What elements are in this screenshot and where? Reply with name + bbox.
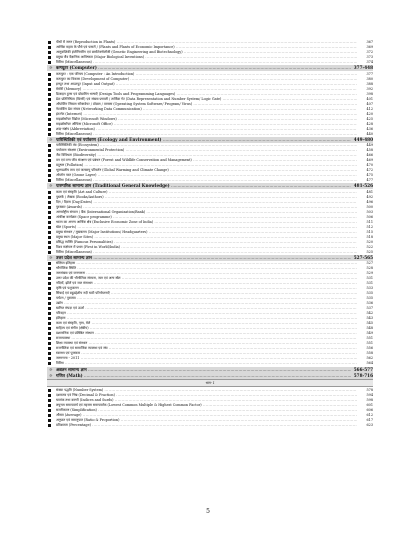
entry-page: 428 bbox=[359, 122, 373, 127]
entry-title: विविध (Miscellaneous) ..... bbox=[56, 250, 357, 255]
square-bullet-icon bbox=[48, 307, 51, 310]
square-bullet-icon bbox=[48, 56, 51, 59]
section-header bbox=[47, 367, 373, 373]
entry-page: 440 bbox=[359, 132, 373, 137]
square-bullet-icon bbox=[48, 404, 51, 407]
entry-page: 564 bbox=[359, 361, 373, 366]
square-bullet-icon bbox=[48, 211, 51, 214]
entry-title: भारत का अनन्य आर्थिक क्षेत्र (Exclusive Economic Zone of India) ..... bbox=[56, 220, 357, 225]
entry-page: 500 bbox=[359, 205, 373, 210]
entry-page: 436 bbox=[359, 127, 373, 132]
entry-title: उद्योग ..... bbox=[56, 301, 357, 306]
section-title: पारिस्थितिकी एवं पर्यावरण (Ecology and Environment) ..... bbox=[56, 137, 351, 143]
entry-page: 537 bbox=[359, 306, 373, 311]
entry-title: खनिज संपदा एवं ऊर्जा ..... bbox=[56, 306, 357, 311]
square-bullet-icon bbox=[48, 118, 51, 121]
entry-title: कम्प्यूटर : एक परिचय (Computer : An Introduction) ..... bbox=[56, 72, 357, 77]
entry-page: 377 bbox=[359, 72, 373, 77]
entry-page: 475 bbox=[359, 173, 373, 178]
entry-title: जैव विविधता (Biodiversity) ..... bbox=[56, 153, 357, 158]
entry-title: डेटा प्रतिनिधित्व (बिनरी) एवं संख्या प्रणाली / तार्किक गेट (Data Representation and Number System/ Logic Gate) ..... bbox=[56, 97, 357, 102]
entry-title: इंटरनेट (Internet) ..... bbox=[56, 112, 357, 117]
section-header bbox=[47, 255, 373, 261]
entry-title: भूमण्डलीय ताप एवं जलवायु परिवर्तन (Global Warming and Climate Change) ..... bbox=[56, 168, 357, 173]
entry-page: 506 bbox=[359, 215, 373, 220]
square-bullet-icon bbox=[48, 108, 51, 111]
entry-title: सिंचाई एवं बहुउद्देशीय नदी घाटी परियोजनाएँ ..... bbox=[56, 291, 357, 296]
entry-title: प्रदूषण (Pollution) ..... bbox=[56, 163, 357, 168]
entry-page: 503 bbox=[359, 210, 373, 215]
section-marker-icon: ☼ bbox=[49, 183, 53, 189]
part-label: भाग- I bbox=[47, 379, 373, 387]
section-pages: 527-565 bbox=[351, 255, 373, 261]
entry-page: 470 bbox=[359, 163, 373, 168]
section-header bbox=[47, 137, 373, 143]
entry-title: प्रशासनिक एवं प्रतिष्ठित संस्थान ..... bbox=[56, 331, 357, 336]
square-bullet-icon bbox=[48, 123, 51, 126]
entry-page: 528 bbox=[359, 266, 373, 271]
entry-page: 606 bbox=[359, 408, 373, 413]
entry-title: माइक्रोसॉफ्ट विंडोज (Microsoft Windows) ..... bbox=[56, 117, 357, 122]
entry-page: 531 bbox=[359, 276, 373, 281]
square-bullet-icon bbox=[48, 179, 51, 182]
square-bullet-icon bbox=[48, 347, 51, 350]
entry-title: विविध (Miscellaneous) ..... bbox=[56, 132, 357, 137]
entry-page: 380 bbox=[359, 77, 373, 82]
square-bullet-icon bbox=[48, 302, 51, 305]
page-number: 5 bbox=[206, 508, 210, 515]
entry-page: 522 bbox=[359, 245, 373, 250]
entry-page: 511 bbox=[359, 220, 373, 225]
entry-page: 481 bbox=[359, 190, 373, 195]
entry-title: कला एवं संस्कृति (Art and Culture) ..... bbox=[56, 190, 357, 195]
entry-title: प्रसिद्ध व्यक्ति (Famous Personalities) ..... bbox=[56, 240, 357, 245]
entry-title: प्रमुख संस्थान / मुख्यालय (Major Institutions/ Headquarters) ..... bbox=[56, 230, 357, 235]
section-pages: 566-577 bbox=[351, 367, 373, 373]
entry-page: 535 bbox=[359, 296, 373, 301]
entry-page: 374 bbox=[359, 60, 373, 65]
entry-title: पौधों में जनन (Reproduction in Plants) ..... bbox=[56, 40, 357, 45]
section-marker-icon: ☼ bbox=[49, 65, 53, 71]
square-bullet-icon bbox=[48, 61, 51, 64]
entry-title: मेमोरी (Memory) ..... bbox=[56, 87, 357, 92]
entry-title: प्रमुख स्थल (Major Sites) ..... bbox=[56, 235, 357, 240]
entry-page: 556 bbox=[359, 346, 373, 351]
square-bullet-icon bbox=[48, 221, 51, 224]
entry-title: औसत (Average) ..... bbox=[56, 413, 357, 418]
entry-title: अंतरिक्ष कार्यक्रम (Space programme) ..... bbox=[56, 215, 357, 220]
table-of-contents bbox=[47, 40, 373, 428]
entry-title: दशमलव एवं भिन्न (Decimal & Fraction) ..... bbox=[56, 393, 357, 398]
entry-page: 412 bbox=[359, 107, 373, 112]
entry-page: 372 bbox=[359, 50, 373, 55]
section-pages: 449-480 bbox=[351, 137, 373, 143]
square-bullet-icon bbox=[48, 272, 51, 275]
square-bullet-icon bbox=[48, 196, 51, 199]
entry-page: 529 bbox=[359, 271, 373, 276]
entry-title: पुरस्कार (Awards) ..... bbox=[56, 205, 357, 210]
section-pages: 481-526 bbox=[351, 183, 373, 189]
square-bullet-icon bbox=[48, 337, 51, 340]
entry-title: ओजोन परत (Ozone Layer) ..... bbox=[56, 173, 357, 178]
entry-page: 392 bbox=[359, 87, 373, 92]
entry-title: संक्षिप्त इतिहास ..... bbox=[56, 261, 357, 266]
entry-page: 617 bbox=[359, 418, 373, 423]
section-title: अद्यतन सामान्य ज्ञान ..... bbox=[56, 367, 351, 373]
entry-title: नेटवर्किंग डेटा संचार (Networking Data Communication) ..... bbox=[56, 107, 357, 112]
entry-page: 542 bbox=[359, 311, 373, 316]
entry-title: प्रमुख जैव वैज्ञानिक आविष्कार (Major Biological Inventions) ..... bbox=[56, 55, 357, 60]
square-bullet-icon bbox=[48, 357, 51, 360]
entry-title: अनुपात एवं समानुपात (Ratio & Proportion) ..... bbox=[56, 418, 357, 423]
entry-page: 525 bbox=[359, 250, 373, 255]
entry-page: 425 bbox=[359, 117, 373, 122]
section-header bbox=[47, 65, 373, 71]
entry-page: 551 bbox=[359, 341, 373, 346]
entry-page: 527 bbox=[359, 261, 373, 266]
entry-page: 536 bbox=[359, 301, 373, 306]
entry-page: 594 bbox=[359, 393, 373, 398]
entry-page: 548 bbox=[359, 326, 373, 331]
entry-page: 533 bbox=[359, 286, 373, 291]
square-bullet-icon bbox=[48, 287, 51, 290]
entry-page: 612 bbox=[359, 413, 373, 418]
entry-title: सरलीकरण (Simplification) ..... bbox=[56, 408, 357, 413]
square-bullet-icon bbox=[48, 409, 51, 412]
entry-title: जनगणना - 2011 ..... bbox=[56, 356, 357, 361]
section-header bbox=[47, 183, 373, 189]
square-bullet-icon bbox=[48, 83, 51, 86]
square-bullet-icon bbox=[48, 73, 51, 76]
square-bullet-icon bbox=[48, 164, 51, 167]
entry-title: माइक्रोसॉफ्ट ऑफिस (Microsoft Office) ..... bbox=[56, 122, 357, 127]
square-bullet-icon bbox=[48, 241, 51, 244]
entry-page: 449 bbox=[359, 143, 373, 148]
entry-page: 369 bbox=[359, 45, 373, 50]
entry-title: राजव्यवस्था ..... bbox=[56, 336, 357, 341]
square-bullet-icon bbox=[48, 46, 51, 49]
square-bullet-icon bbox=[48, 88, 51, 91]
entry-title: दिन / दिवस (Day/Dates) ..... bbox=[56, 200, 357, 205]
entry-page: 469 bbox=[359, 158, 373, 163]
square-bullet-icon bbox=[48, 216, 51, 219]
square-bullet-icon bbox=[48, 113, 51, 116]
square-bullet-icon bbox=[48, 317, 51, 320]
toc-entry bbox=[47, 423, 373, 428]
entry-title: कला एवं संस्कृति, नृत्य, मेले ..... bbox=[56, 321, 357, 326]
entry-title: इतिहास ..... bbox=[56, 316, 357, 321]
entry-page: 496 bbox=[359, 200, 373, 205]
section-title: उत्तर प्रदेश सामान्य ज्ञान ..... bbox=[56, 255, 351, 261]
square-bullet-icon bbox=[48, 78, 51, 81]
section-marker-icon: ☼ bbox=[49, 136, 53, 142]
square-bullet-icon bbox=[48, 292, 51, 295]
square-bullet-icon bbox=[48, 327, 51, 330]
entry-page: 551 bbox=[359, 336, 373, 341]
entry-page: 407 bbox=[359, 102, 373, 107]
square-bullet-icon bbox=[48, 144, 51, 147]
entry-page: 367 bbox=[359, 40, 373, 45]
entry-page: 492 bbox=[359, 195, 373, 200]
square-bullet-icon bbox=[48, 128, 51, 131]
entry-page: 531 bbox=[359, 281, 373, 286]
entry-title: लघुत्तम समापवर्त्य एवं महत्तम समापवर्तक (Lowest Common Multiple & Highest Common Factor) ..... bbox=[56, 403, 357, 408]
entry-title: शब्द-संक्षेप (Abbreviation) ..... bbox=[56, 127, 357, 132]
entry-title: आर्थिक महत्व के पौधे एवं फसलें / (Plants and Plants of Economic Importance) ..... bbox=[56, 45, 357, 50]
entry-page: 515 bbox=[359, 230, 373, 235]
entry-page: 558 bbox=[359, 351, 373, 356]
square-bullet-icon bbox=[48, 262, 51, 265]
square-bullet-icon bbox=[48, 399, 51, 402]
entry-title: पर्यावरण संरक्षण (Environmental Protection) ..... bbox=[56, 148, 357, 153]
square-bullet-icon bbox=[48, 98, 51, 101]
square-bullet-icon bbox=[48, 394, 51, 397]
entry-page: 401 bbox=[359, 97, 373, 102]
square-bullet-icon bbox=[48, 154, 51, 157]
entry-title: विश्व संक्षेपण में प्रथम (First in World/India) ..... bbox=[56, 245, 357, 250]
square-bullet-icon bbox=[48, 41, 51, 44]
square-bullet-icon bbox=[48, 419, 51, 422]
square-bullet-icon bbox=[48, 93, 51, 96]
square-bullet-icon bbox=[48, 133, 51, 136]
toc-entry bbox=[47, 178, 373, 183]
entry-title: अन्तर्राष्ट्रीय संगठन / बैंक (International Organization/Bank) ..... bbox=[56, 210, 357, 215]
square-bullet-icon bbox=[48, 312, 51, 315]
section-pages: 377-448 bbox=[351, 65, 373, 71]
entry-title: नदियाँ, झीलें एवं जल संसाधन ..... bbox=[56, 281, 357, 286]
square-bullet-icon bbox=[48, 191, 51, 194]
square-bullet-icon bbox=[48, 206, 51, 209]
entry-title: कम्प्यूटर का विकास (Development of Computer) ..... bbox=[56, 77, 357, 82]
section-title: कम्प्यूटर (Computer) ..... bbox=[56, 65, 351, 71]
entry-page: 543 bbox=[359, 316, 373, 321]
entry-title: विविध ..... bbox=[56, 361, 357, 366]
entry-title: परिवहन ..... bbox=[56, 311, 357, 316]
square-bullet-icon bbox=[48, 322, 51, 325]
toc-entry bbox=[47, 361, 373, 366]
entry-title: पर्यटन / पुरातत्व ..... bbox=[56, 296, 357, 301]
toc-entry bbox=[47, 60, 373, 65]
entry-title: भौगोलिक स्थिति ..... bbox=[56, 266, 357, 271]
square-bullet-icon bbox=[48, 251, 51, 254]
entry-page: 598 bbox=[359, 398, 373, 403]
square-bullet-icon bbox=[48, 236, 51, 239]
entry-title: आनुवांशिकी इंजीनियरिंग एवं बायोटेक्नोलॉजी (Genetic Engineering and Biotechnology) ..... bbox=[56, 50, 357, 55]
entry-page: 520 bbox=[359, 240, 373, 245]
entry-title: खेल (Sports) ..... bbox=[56, 225, 357, 230]
square-bullet-icon bbox=[48, 389, 51, 392]
square-bullet-icon bbox=[48, 297, 51, 300]
entry-title: कृषि एवं पशुपालन ..... bbox=[56, 286, 357, 291]
square-bullet-icon bbox=[48, 159, 51, 162]
square-bullet-icon bbox=[48, 282, 51, 285]
section-title: पारम्परिक सामान्य ज्ञान (Traditional General Knowledge) ..... bbox=[56, 183, 351, 189]
entry-page: 562 bbox=[359, 356, 373, 361]
square-bullet-icon bbox=[48, 231, 51, 234]
square-bullet-icon bbox=[48, 103, 51, 106]
entry-title: पारिस्थितिकी तंत्र (Ecosystem) ..... bbox=[56, 143, 357, 148]
entry-page: 472 bbox=[359, 168, 373, 173]
square-bullet-icon bbox=[48, 201, 51, 204]
entry-title: विविध (Miscellaneous) ..... bbox=[56, 178, 357, 183]
entry-page: 388 bbox=[359, 82, 373, 87]
section-title: गणित (Math) ..... bbox=[56, 373, 351, 379]
entry-page: 458 bbox=[359, 148, 373, 153]
square-bullet-icon bbox=[48, 362, 51, 365]
entry-page: 398 bbox=[359, 92, 373, 97]
square-bullet-icon bbox=[48, 149, 51, 152]
square-bullet-icon bbox=[48, 424, 51, 427]
entry-page: 601 bbox=[359, 403, 373, 408]
entry-title: राजनीतिक एवं सामाजिक व्यवस्था एवं संघ ..... bbox=[56, 346, 357, 351]
entry-page: 466 bbox=[359, 153, 373, 158]
square-bullet-icon bbox=[48, 246, 51, 249]
square-bullet-icon bbox=[48, 267, 51, 270]
entry-title: संख्या पद्धति (Number System) ..... bbox=[56, 388, 357, 393]
section-marker-icon: ☼ bbox=[49, 366, 53, 372]
section-marker-icon: ☼ bbox=[49, 372, 53, 378]
square-bullet-icon bbox=[48, 414, 51, 417]
toc-entry bbox=[47, 250, 373, 255]
entry-title: स्वास्थ्य एवं पुरस्कार ..... bbox=[56, 351, 357, 356]
section-header bbox=[47, 373, 373, 379]
entry-page: 477 bbox=[359, 178, 373, 183]
square-bullet-icon bbox=[48, 174, 51, 177]
entry-page: 373 bbox=[359, 55, 373, 60]
toc-entry bbox=[47, 132, 373, 137]
entry-title: वन एवं वन्य जीव संरक्षण एवं प्रबंधन (Forest and Wildlife Conservation and Management) ..... bbox=[56, 158, 357, 163]
entry-title: शिक्षा व्यवस्था एवं संस्थान ..... bbox=[56, 341, 357, 346]
square-bullet-icon bbox=[48, 226, 51, 229]
entry-page: 578 bbox=[359, 388, 373, 393]
section-pages: 578-716 bbox=[351, 373, 373, 379]
entry-title: जनसंख्या एवं जनगणना ..... bbox=[56, 271, 357, 276]
square-bullet-icon bbox=[48, 51, 51, 54]
entry-title: डिजाइन टूल्स एवं प्रोग्रामिंग भाषाएँ (Design Tools and Programming Languages) ..... bbox=[56, 92, 357, 97]
entry-title: इनपुट तथा आउटपुट (Input and Output) ..... bbox=[56, 82, 357, 87]
entry-page: 623 bbox=[359, 423, 373, 428]
entry-page: 549 bbox=[359, 331, 373, 336]
entry-page: 545 bbox=[359, 321, 373, 326]
square-bullet-icon bbox=[48, 352, 51, 355]
entry-page: 420 bbox=[359, 112, 373, 117]
entry-title: साहित्य एवं संगीत (क्षेत्रीय) ..... bbox=[56, 326, 357, 331]
entry-title: घातांक तथा करणी (Indices and Surds) ..... bbox=[56, 398, 357, 403]
entry-title: ऑपरेटिंग सिस्टम सॉफ्टवेयर / प्रोग्राम / वायरस (Operating System Software/ Program/ Virus) ..... bbox=[56, 102, 357, 107]
square-bullet-icon bbox=[48, 332, 51, 335]
entry-page: 535 bbox=[359, 291, 373, 296]
square-bullet-icon bbox=[48, 277, 51, 280]
section-marker-icon: ☼ bbox=[49, 255, 53, 261]
entry-title: विविध (Miscellaneous) ..... bbox=[56, 60, 357, 65]
entry-page: 518 bbox=[359, 235, 373, 240]
entry-page: 512 bbox=[359, 225, 373, 230]
square-bullet-icon bbox=[48, 169, 51, 172]
square-bullet-icon bbox=[48, 342, 51, 345]
entry-title: प्रतिशतता (Percentage) ..... bbox=[56, 423, 357, 428]
entry-title: पुस्तकें / लेखक (Books/Authors) ..... bbox=[56, 195, 357, 200]
entry-title: उत्तर प्रदेश की भौगोलिक संरचना, जल एवं अन्य स्रोत ..... bbox=[56, 276, 357, 281]
